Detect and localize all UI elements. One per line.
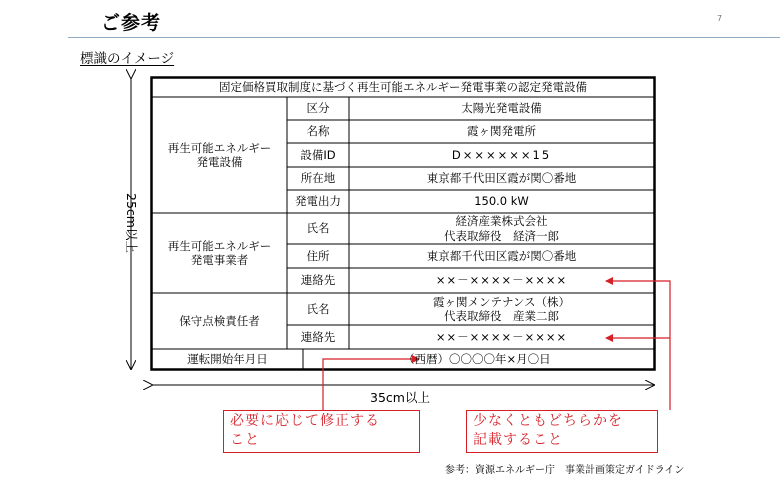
- height-dimension-label: 25cm以上: [123, 193, 139, 253]
- field-category: 区分: [306, 101, 330, 116]
- value-maintenance-name: 霞ヶ関メンテナンス（株） 代表取締役 産業二郎: [432, 294, 571, 323]
- group-label-maintenance: 保守点検責任者: [179, 313, 260, 328]
- field-name: 名称: [306, 124, 330, 139]
- field-facility-id: 設備ID: [300, 147, 336, 162]
- page-number: 7: [717, 14, 723, 23]
- width-dimension-label: 35cm以上: [370, 390, 430, 406]
- field-operator-name: 氏名: [306, 221, 330, 236]
- field-output: 発電出力: [295, 194, 341, 209]
- field-operator-contact: 連絡先: [300, 273, 336, 288]
- group-label-operator: 再生可能エネルギー 発電事業者: [167, 238, 272, 267]
- section-label: 標識のイメージ: [80, 51, 175, 67]
- field-maintenance-name: 氏名: [306, 301, 330, 316]
- group-label-facility: 再生可能エネルギー 発電設備: [167, 140, 272, 169]
- value-operator-address: 東京都千代田区霞が関〇番地: [426, 248, 577, 263]
- value-facility-id: D××××××15: [451, 147, 552, 162]
- page-title: ご参考: [101, 12, 162, 34]
- value-location: 東京都千代田区霞が関〇番地: [426, 171, 577, 186]
- source-note: 参考：資源エネルギー庁 事業計画策定ガイドライン: [445, 465, 685, 476]
- value-name: 霞ヶ関発電所: [467, 124, 536, 139]
- callout-modify-as-needed: 必要に応じて修正する こと: [223, 410, 420, 453]
- field-operator-address: 住所: [306, 248, 330, 263]
- value-category: 太陽光発電設備: [461, 101, 542, 116]
- callout-either-required: 少なくともどちらかを 記載すること: [466, 410, 658, 453]
- value-maintenance-contact: ××－××××－××××: [435, 329, 568, 344]
- value-operator-contact: ××－××××－××××: [435, 273, 568, 288]
- field-location: 所在地: [300, 171, 336, 186]
- value-output: 150.0 kW: [474, 194, 529, 209]
- start-date-value: （西暦）〇〇〇〇年×月〇日: [403, 352, 551, 367]
- value-operator-name: 経済産業株式会社 代表取締役 経済一郎: [444, 214, 559, 243]
- start-date-label: 運転開始年月日: [187, 352, 268, 367]
- field-maintenance-contact: 連絡先: [300, 329, 336, 344]
- sign-title: 固定価格買取制度に基づく再生可能エネルギー発電事業の認定発電設備: [219, 80, 587, 95]
